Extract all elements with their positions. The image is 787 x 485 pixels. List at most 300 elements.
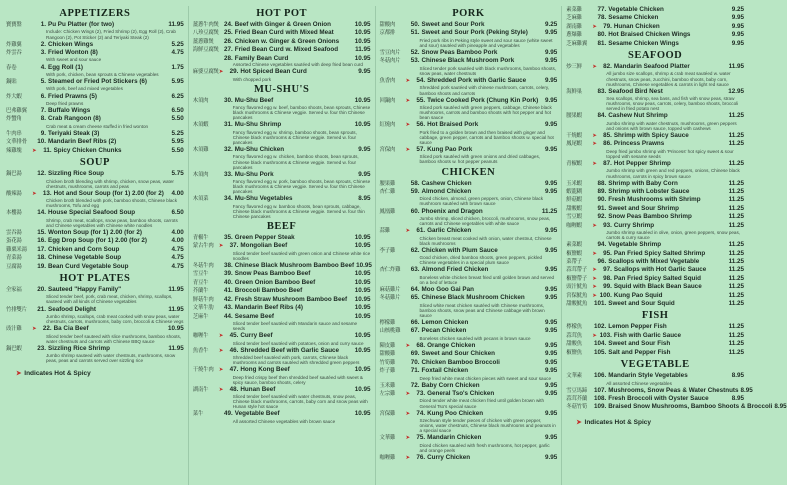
item-number: 104. xyxy=(593,340,607,348)
item-price: 9.95 xyxy=(544,319,558,327)
item-number: 32. xyxy=(223,146,233,153)
menu-item xyxy=(566,23,744,31)
item-price: 9.95 xyxy=(544,453,558,461)
item-number: 7. xyxy=(40,107,46,114)
item-description: Fancy flavored egg w. bamboo shoots, bean sprouts, cabbage, Chinese black mushrooms & Chinese veggie. Served w. four thin Chinese pancakes xyxy=(232,203,365,219)
item-price: 11.25 xyxy=(728,160,744,167)
section-title: FISH xyxy=(641,310,669,322)
menu-item xyxy=(6,49,184,57)
item-chinese-name: 炒三鮮 xyxy=(566,64,582,71)
item-name: Curry Chicken xyxy=(427,453,471,461)
item-price: 11.25 xyxy=(728,241,744,249)
item-chinese-name: 蒜茸帶子 xyxy=(566,267,588,274)
item-price: 5.75 xyxy=(171,170,184,178)
item-description: Sliced white meat chicken sautéed with Chinese mushrooms, bamboo shoots, snow peas and Chinese cabbage with brown sauce xyxy=(419,302,545,318)
item-name: Shrimp with Lobster Sauce xyxy=(608,188,690,195)
item-chinese-name: 牛肉串 xyxy=(6,130,22,137)
item-price: 9.95 xyxy=(544,285,558,293)
item-name: House Special Seafood Soup xyxy=(48,209,136,217)
item-chinese-name: 陳皮雞 xyxy=(379,342,396,349)
menu-item xyxy=(566,160,744,168)
item-number: 84. xyxy=(597,112,607,120)
item-chinese-name: 雪豆牛 xyxy=(192,271,209,278)
item-number: 101. xyxy=(593,300,607,308)
item-price: 4.00 xyxy=(171,189,184,197)
menu-item xyxy=(566,222,744,230)
item-name: Fresh Straw Mushroom Bamboo Beef xyxy=(234,295,348,303)
item-price: 6.50 xyxy=(171,209,184,217)
item-name: Hunan Chicken xyxy=(613,22,660,30)
item-name: Chicken with Plum Sauce xyxy=(421,246,498,254)
item-number: 56. xyxy=(416,121,426,129)
item-chinese-name: 鮮菇蝦 xyxy=(566,197,582,204)
section-title: SEAFOOD xyxy=(627,50,683,62)
item-price: 9.95 xyxy=(544,381,558,389)
item-price: 5.50 xyxy=(171,146,184,154)
item-price: 1.75 xyxy=(171,63,184,71)
spicy-icon: ➤ xyxy=(218,243,224,250)
item-chinese-name: 杏仁雞 xyxy=(379,188,396,195)
item-price: 10.95 xyxy=(354,312,371,320)
item-number: 14. xyxy=(37,209,46,217)
item-chinese-name: 木須雞 xyxy=(192,147,209,153)
item-name: Chicken Bamboo Broccoli xyxy=(421,358,500,366)
spicy-icon: ➤ xyxy=(592,133,597,139)
item-name: Wonton Soup (for 1) 2.00 (for 2) xyxy=(48,228,142,236)
item-price: 11.25 xyxy=(728,274,744,282)
item-name: Teriyaki Steak (3) xyxy=(48,129,100,137)
menu-item xyxy=(380,208,558,216)
item-number: 106. xyxy=(593,372,607,380)
menu-item xyxy=(193,68,371,76)
item-number: 71. xyxy=(410,367,420,375)
item-number: 85. xyxy=(603,132,612,139)
menu-item xyxy=(380,390,558,398)
menu-item xyxy=(193,46,371,54)
item-description: Boneless chicken sautéed with pecans in brown sauce xyxy=(419,335,531,341)
item-number: 65. xyxy=(410,294,420,302)
item-name: Mandarin Seafood Platter xyxy=(613,63,690,71)
item-name: Mu-Shu Vegetables xyxy=(234,195,293,203)
item-name: Foxtail Chicken xyxy=(421,367,469,375)
item-price: 11.25 xyxy=(728,196,744,204)
item-number: 64. xyxy=(410,285,420,293)
item-price: 9.95 xyxy=(544,434,558,442)
item-price: 8.95 xyxy=(740,386,753,394)
spicy-icon: ➤ xyxy=(405,78,411,84)
item-number: 49. xyxy=(223,410,233,418)
menu-item xyxy=(566,349,744,357)
item-chinese-name: 本樓湯 xyxy=(6,210,22,217)
item-price: 9.95 xyxy=(544,266,558,274)
item-chinese-name: 炸蟹角 xyxy=(6,116,22,123)
item-price: 11.25 xyxy=(728,221,744,229)
item-name: Family Bean Curd xyxy=(234,54,289,62)
item-name: Sweet and Sour Fish xyxy=(608,340,671,348)
spicy-icon: ➤ xyxy=(592,23,597,30)
item-name: Chinese Black Mushroom Bamboo Beef xyxy=(234,262,355,270)
item-description: Sliced pork sautéed with green peppers, cabbage, Chinese black mushrooms, carrots and bamboo shoots with hot pepper and hot bean sauce xyxy=(419,105,552,121)
item-chinese-name: 豉汁雞 xyxy=(6,326,22,333)
item-price: 5.25 xyxy=(171,40,184,48)
spicy-icon: ➤ xyxy=(32,147,37,154)
spicy-icon: ➤ xyxy=(405,454,411,461)
item-chinese-name: 山核桃雞 xyxy=(379,328,401,335)
item-description: Jumbo shrimp, scallops, crab meat cooked with snow peas, water chestnuts, carrots, mushrooms, baby corn, broccoli & Chinese vegs xyxy=(46,313,184,325)
item-price: 10.95 xyxy=(354,295,371,303)
item-chinese-name: 八珍豆腐煲 xyxy=(192,30,219,37)
item-chinese-name: 青菜湯 xyxy=(6,255,22,262)
section-title: PORK xyxy=(452,8,485,19)
item-chinese-name: 雪豆蝦 xyxy=(566,214,582,221)
item-number: 88. xyxy=(597,179,607,187)
item-price: 11.25 xyxy=(728,291,744,299)
item-price: 10.95 xyxy=(167,325,184,333)
item-name: Lemon Pepper Fish xyxy=(608,323,667,331)
item-number: 45. xyxy=(229,332,239,340)
item-chinese-name: 春卷 xyxy=(6,64,17,71)
menu-item xyxy=(193,97,371,105)
item-chinese-name: 蒜茸魚 xyxy=(566,332,582,339)
item-price: 11.25 xyxy=(728,323,744,331)
item-chinese-name: 椒鹽魚 xyxy=(566,349,582,356)
spicy-icon: ➤ xyxy=(218,69,224,76)
menu-item xyxy=(380,77,558,85)
item-chinese-name: 冬菇竹筍 xyxy=(566,404,588,411)
item-price: 9.95 xyxy=(358,170,371,178)
menu-item xyxy=(566,292,744,300)
item-name: Beef with Ginger & Green Onion xyxy=(234,21,331,28)
spicy-icon: ➤ xyxy=(405,228,411,235)
item-chinese-name: 蒜雞 xyxy=(379,228,390,235)
menu-item xyxy=(193,410,371,418)
item-chinese-name: 木須菜 xyxy=(192,196,209,203)
item-description: Diced tender white meat chicken fried until golden brown with General Tso's special sauce xyxy=(419,398,545,409)
item-number: 24. xyxy=(223,21,233,28)
menu-item xyxy=(380,180,558,188)
item-number: 57. xyxy=(416,145,426,153)
item-price: 4.75 xyxy=(171,245,184,253)
item-price: 5.95 xyxy=(171,78,184,85)
spicy-icon: ➤ xyxy=(405,410,411,417)
menu-item xyxy=(193,38,371,46)
item-price: 9.95 xyxy=(544,121,558,129)
menu-item xyxy=(380,382,558,390)
menu-item xyxy=(6,147,184,155)
item-number: 83. xyxy=(597,87,607,95)
menu-item xyxy=(193,55,371,62)
item-chinese-name: 左宗雞 xyxy=(379,391,396,398)
item-price: 11.25 xyxy=(728,132,744,139)
item-number: 92. xyxy=(597,213,607,221)
item-price: 10.95 xyxy=(354,234,371,242)
item-chinese-name: 蒙古牛肉 xyxy=(192,243,214,250)
item-description: Sliced tender beef sautéed with Mandarin sauce and sesame seeds xyxy=(232,320,358,331)
item-number: 27. xyxy=(223,46,233,54)
item-name: Almond Chicken xyxy=(421,187,472,195)
item-chinese-name: 木須蝦 xyxy=(192,122,209,129)
item-name: Princess Prawns xyxy=(613,140,665,148)
item-chinese-name: 菜帶子 xyxy=(566,259,582,266)
item-name: Steamed or Fried Pot Stickers (6) xyxy=(48,78,148,85)
item-description: With pork, chicken, bean sprouts & Chinese vegetables xyxy=(46,71,159,77)
item-number: 51. xyxy=(410,29,420,37)
menu-item xyxy=(566,275,744,283)
menu-item xyxy=(566,112,744,120)
item-description: Diced chicken, almond, green peppers, onion, Chinese black mushroom sautéed with brown sauce xyxy=(419,196,544,207)
item-chinese-name: 菜牛 xyxy=(192,411,204,418)
item-chinese-name: 辣雞塊 xyxy=(6,147,22,154)
item-price: 9.95 xyxy=(544,187,558,195)
item-description: Fancy flavored egg w. beef, bamboo shoots, bean sprouts, Chinese black mushrooms & Chinese veggie. Served w. four thin Chinese pancakes xyxy=(232,105,371,121)
item-name: Shrimp with Spicy Sauce xyxy=(613,132,689,139)
item-number: 107. xyxy=(593,386,607,394)
spicy-icon: ➤ xyxy=(592,161,597,167)
item-number: 16. xyxy=(37,237,46,245)
item-name: Kung Pao Squid xyxy=(613,291,663,299)
item-price: 10.95 xyxy=(354,278,371,286)
item-number: 44. xyxy=(223,312,233,320)
item-description: Shredded pork sautéed with chinese mushroom, carrots, celery, bamboo shoots and carrots xyxy=(419,85,550,96)
item-number: 74. xyxy=(416,409,426,417)
spicy-icon: ➤ xyxy=(592,332,597,339)
item-description: Assorted Chinese vegetables sautéed with deep fried bean curd xyxy=(232,62,363,68)
item-price: 11.25 xyxy=(728,283,744,291)
item-number: 50. xyxy=(410,21,420,28)
item-chinese-name: 雪豆肉片 xyxy=(379,50,401,56)
menu-item xyxy=(6,64,184,72)
item-name: Mu-Shu Beef xyxy=(234,96,274,104)
item-description: All assorted Chinese vegetables with brown sauce xyxy=(232,418,336,424)
item-name: Seafood Bird Nest xyxy=(608,87,663,95)
item-chinese-name: 甜酸魷魚 xyxy=(566,301,588,308)
item-chinese-name: 芝麻牛 xyxy=(192,313,209,320)
item-chinese-name: 甜酸雞 xyxy=(379,351,396,358)
item-name: Chinese Black Mushroom Chicken xyxy=(421,294,525,302)
menu-item xyxy=(566,196,744,204)
item-name: Mu-Shu Pork xyxy=(234,170,274,178)
item-number: 78. xyxy=(597,14,607,22)
item-name: Chicken Wings xyxy=(48,40,94,48)
menu-item xyxy=(6,41,184,49)
menu-item xyxy=(6,209,184,217)
item-name: Hot Spiced Bean Curd xyxy=(240,68,307,76)
menu-item xyxy=(6,254,184,262)
item-price: 4.00 xyxy=(171,237,184,245)
item-name: Fish with Garlic Sauce xyxy=(613,331,682,339)
item-number: 28. xyxy=(223,54,233,62)
item-name: Hot and Sour Soup (for 1) 2.00 (for 2) xyxy=(53,189,164,197)
item-price: 6.25 xyxy=(171,92,184,100)
item-price: 11.25 xyxy=(728,188,744,195)
item-price: 9.95 xyxy=(731,39,744,47)
item-name: Mongolian Beef xyxy=(240,242,288,250)
item-chinese-name: 芝麻雞 xyxy=(566,15,582,22)
item-description: Jumbo shrimp, sliced chicken, broccoli, mushrooms, snow peas, carrots and Chinese vegetables with white sauce xyxy=(419,215,551,227)
item-number: 10. xyxy=(37,138,46,146)
item-number: 35. xyxy=(223,234,233,242)
menu-item xyxy=(566,323,744,331)
item-number: 94. xyxy=(597,241,607,249)
item-chinese-name: 魚香肉 xyxy=(379,78,396,84)
item-number: 26. xyxy=(223,37,233,45)
menu-item xyxy=(566,241,744,249)
item-number: 23. xyxy=(37,344,46,352)
item-number: 108. xyxy=(593,395,607,402)
menu-item xyxy=(193,146,371,154)
item-price: 11.95 xyxy=(728,63,744,71)
item-chinese-name: 蔥爆雞 xyxy=(566,32,582,39)
menu-item xyxy=(380,359,558,367)
item-number: 81. xyxy=(597,39,607,47)
item-chinese-name: 青椒蝦 xyxy=(566,161,582,167)
item-number: 103. xyxy=(599,331,612,339)
item-chinese-name: 宮保肉 xyxy=(379,146,396,153)
item-chinese-name: 木須肉 xyxy=(192,171,209,178)
item-number: 52. xyxy=(410,49,420,56)
item-chinese-name: 宮保雞 xyxy=(379,410,396,417)
item-number: 15. xyxy=(37,228,46,236)
item-chinese-name: 椒鹽蝦 xyxy=(566,250,582,257)
item-price: 11.25 xyxy=(728,266,744,274)
item-chinese-name: 麻菇雞片 xyxy=(379,286,401,293)
item-chinese-name: 文華排骨 xyxy=(6,139,27,146)
menu-item xyxy=(566,340,744,348)
item-chinese-name: 湖南牛 xyxy=(192,386,209,393)
item-number: 95. xyxy=(603,249,612,257)
item-number: 17. xyxy=(37,245,46,253)
item-description: Good chicken, dried bamboo shoots, green peppers, pickled Chinese vegetables in a special plum sauce xyxy=(419,255,543,266)
item-number: 3. xyxy=(40,49,46,56)
item-price: 10.95 xyxy=(354,270,371,278)
item-name: Sauteed "Happy Family" xyxy=(48,285,122,293)
item-name: Vegetable Beef xyxy=(234,410,280,418)
item-description: Boneless white chicken breast fried until golden brown and served on a bed of lettuce xyxy=(419,274,555,285)
spicy-icon: ➤ xyxy=(592,222,597,229)
item-chinese-name: 玉米雞 xyxy=(379,382,396,389)
item-price: 9.95 xyxy=(544,367,558,375)
item-name: Shredded Pork with Garlic Sauce xyxy=(427,77,527,84)
item-name: Curry Shrimp xyxy=(613,221,655,229)
item-chinese-name: 咖喱雞 xyxy=(379,454,396,461)
item-number: 12. xyxy=(37,170,46,178)
item-name: Chinese Black Mushroom Pork xyxy=(421,57,515,65)
spicy-icon: ➤ xyxy=(32,190,37,197)
item-chinese-name: 回鍋肉 xyxy=(379,97,396,104)
item-price: 12.95 xyxy=(728,87,744,95)
item-price: 9.95 xyxy=(544,77,558,84)
item-name: Sesame Chicken xyxy=(608,14,659,22)
spicy-icon: ➤ xyxy=(592,292,597,299)
item-number: 55. xyxy=(416,96,426,104)
item-name: Egg Roll (1) xyxy=(48,63,83,71)
item-name: Green Onion Bamboo Beef xyxy=(234,278,316,286)
item-number: 39. xyxy=(223,270,233,278)
item-chinese-name: 炸雞翼 xyxy=(6,41,22,48)
menu-item xyxy=(380,286,558,294)
item-price: 9.95 xyxy=(544,29,558,37)
item-chinese-name: 京都排 xyxy=(379,30,396,37)
item-name: Seafood Delight xyxy=(48,305,96,313)
menu-item xyxy=(6,107,184,115)
item-price: 10.95 xyxy=(354,304,371,312)
item-price: 10.95 xyxy=(354,21,371,28)
spicy-icon: ➤ xyxy=(16,370,24,378)
item-name: Pecan Chicken xyxy=(421,327,467,335)
item-price: 4.00 xyxy=(171,228,184,236)
item-name: Mandarin Beef Ribs (2) xyxy=(48,138,117,146)
item-name: Sizzling Rice Shrimp xyxy=(48,344,110,352)
spicy-icon: ➤ xyxy=(218,367,224,374)
menu-item xyxy=(193,242,371,250)
item-description: Fried pork ribs in Peking style sweet and sour sauce (white sweet and sour) sautéed with pineapple and vegetables xyxy=(419,37,553,48)
item-description: Sea scallops, shrimp, sea bass, and fish with snow peas, straw mushrooms, snow peas, carrots, celery, bamboo shoots, broccoli served in fried potato nest xyxy=(606,96,739,112)
item-price: 6.50 xyxy=(171,107,184,114)
spicy-icon: ➤ xyxy=(405,97,411,104)
item-price: 11.25 xyxy=(728,258,744,266)
item-price: 11.25 xyxy=(728,300,744,308)
item-name: Scallops with Hot Garlic Sauce xyxy=(613,266,707,274)
item-name: Fresh Broccoli with Oyster Sauce xyxy=(608,395,709,402)
item-chinese-name: 文華雞 xyxy=(379,435,396,442)
item-number: 59. xyxy=(410,187,420,195)
menu-item xyxy=(6,325,184,333)
item-number: 98. xyxy=(603,274,612,282)
item-name: Baby Corn Chicken xyxy=(421,381,480,389)
item-price: 11.95 xyxy=(168,21,184,28)
menu-item xyxy=(6,21,184,29)
menu-item xyxy=(380,454,558,462)
item-number: 25. xyxy=(223,29,233,37)
item-price: 5.25 xyxy=(171,129,184,137)
item-number: 43. xyxy=(223,304,233,312)
item-name: Ba Cia Beef xyxy=(53,325,89,333)
item-number: 2. xyxy=(40,40,46,48)
item-name: Hot Braised Chicken Wings xyxy=(608,31,691,39)
item-number: 58. xyxy=(410,179,420,187)
item-price: 9.95 xyxy=(544,358,558,366)
item-number: 82. xyxy=(603,63,612,71)
section-title: SOUP xyxy=(79,157,110,169)
item-name: Hot Braised Pork xyxy=(427,121,479,129)
item-number: 102. xyxy=(593,323,607,331)
item-description: Shredded beef sautéed with pork, carrots, Chinese black mushrooms and carrots sautéed with shredded green peppers xyxy=(232,355,360,366)
item-price: 9.25 xyxy=(731,6,744,13)
item-number: 6. xyxy=(40,92,46,100)
menu-item xyxy=(6,286,184,294)
item-price: 11.95 xyxy=(168,344,184,352)
item-description: With pork, beef and mixed vegetables xyxy=(46,86,123,92)
item-name: Crab Rangoon (8) xyxy=(48,115,101,123)
item-price: 9.95 xyxy=(731,14,744,22)
item-description: Include: Chicken Wings (2), Fried Shrimp (2), Egg Roll (2), Crab Rangoon (2), Pot Sticker (2) and Teriyaki Steak (2) xyxy=(46,29,176,40)
spicy-icon: ➤ xyxy=(576,418,584,426)
item-number: 109. xyxy=(593,403,607,411)
item-description: Diced chicken sautéed with fresh mushrooms, hot pepper, garlic and orange peels xyxy=(419,442,550,453)
item-number: 89. xyxy=(597,188,607,195)
item-price: 11.95 xyxy=(168,285,184,293)
menu-column xyxy=(6,6,184,485)
item-chinese-name: 素菜雞 xyxy=(566,7,582,13)
item-name: Garlic Chicken xyxy=(427,227,472,235)
menu-item xyxy=(566,188,744,196)
item-description: Sliced tender beef sautéed with green onion and Chinese white rice noodles xyxy=(232,250,371,261)
item-chinese-name: 魚香牛 xyxy=(192,347,209,354)
menu-item xyxy=(6,263,184,271)
spicy-icon: ➤ xyxy=(592,275,597,282)
item-number: 30. xyxy=(223,96,233,104)
item-price: 10.95 xyxy=(354,242,371,250)
